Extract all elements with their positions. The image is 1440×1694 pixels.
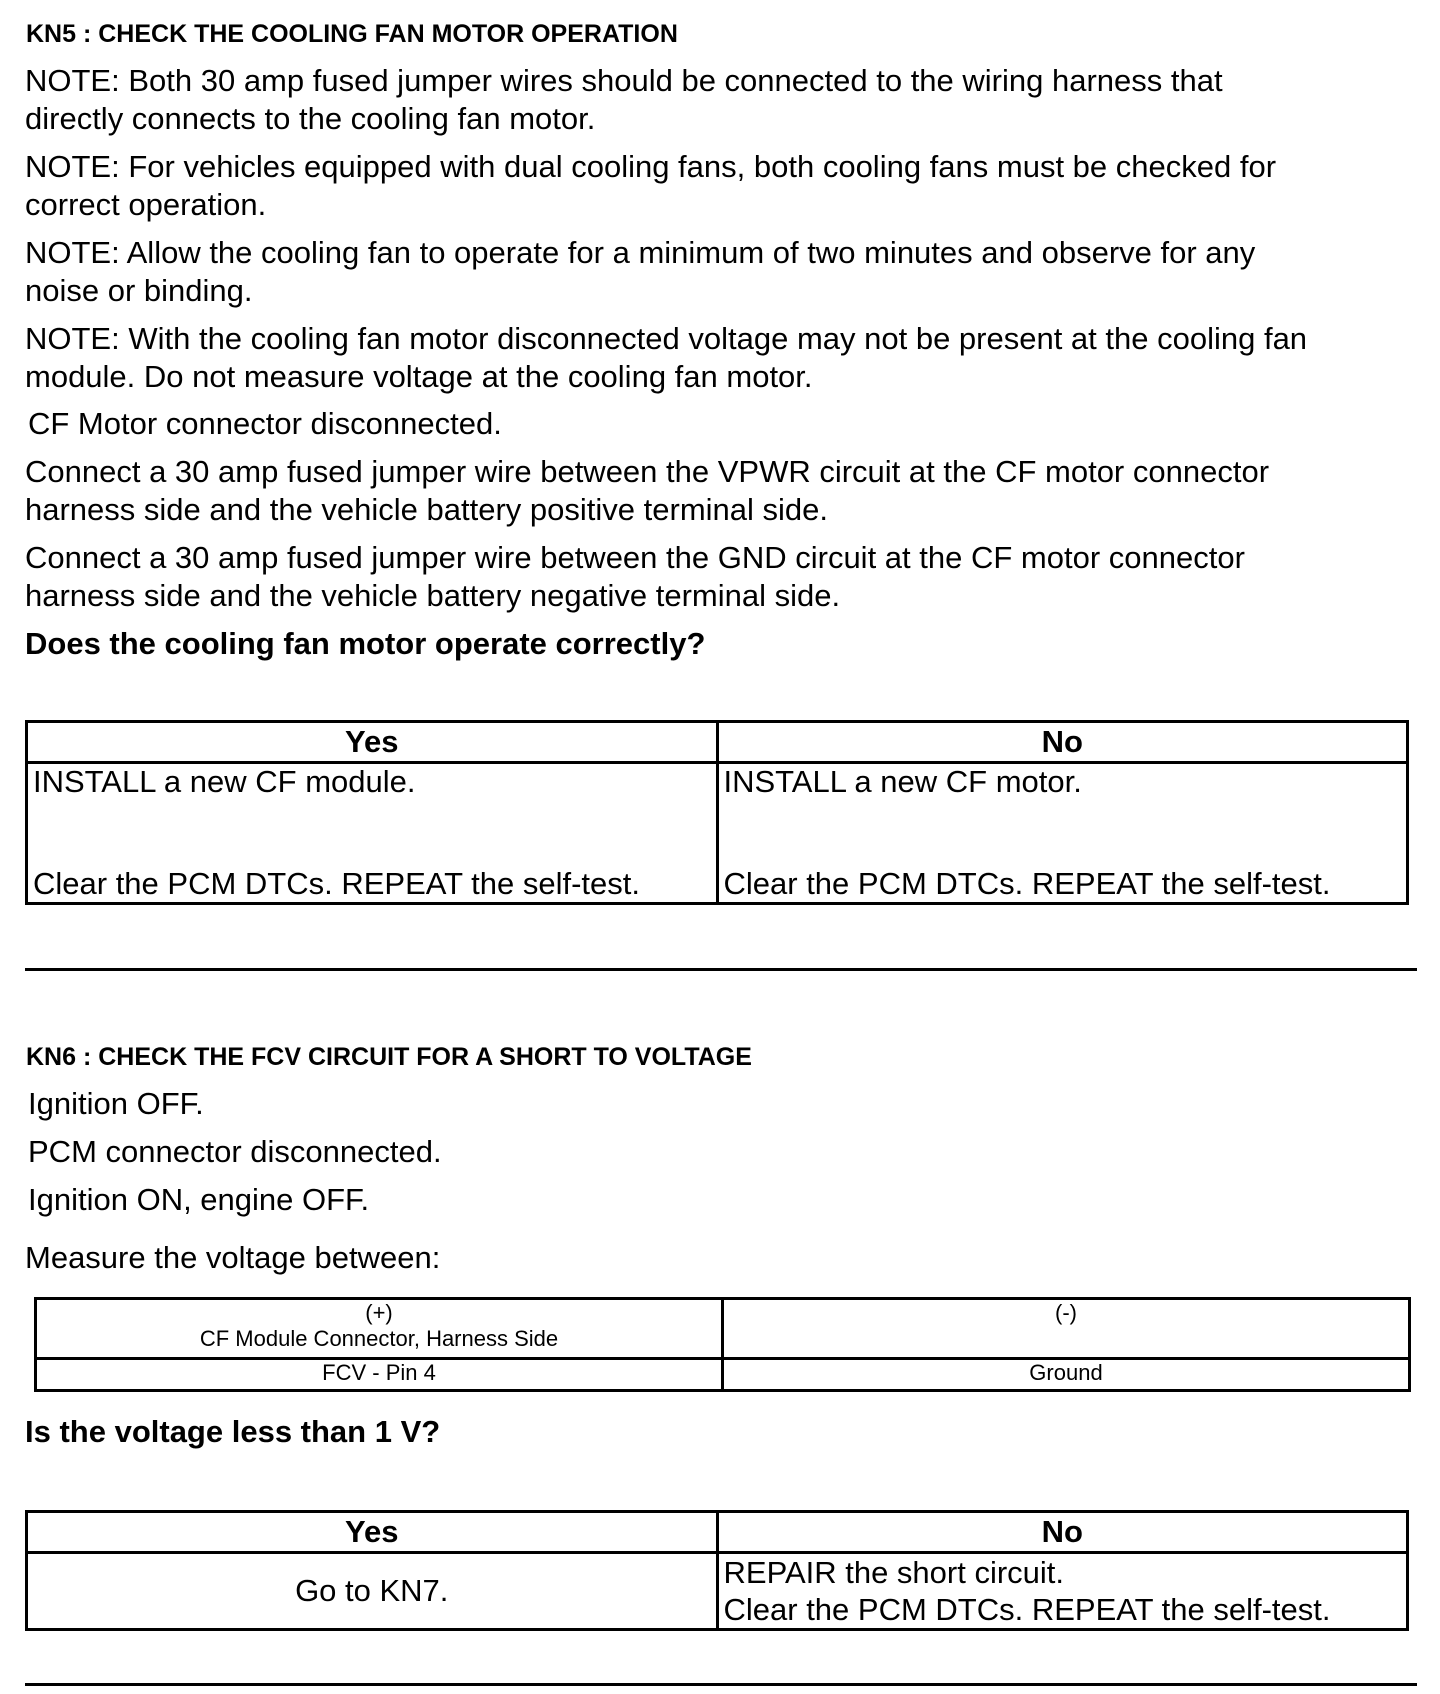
- kn5-step-3: [25, 539, 1425, 615]
- note-line: NOTE: Both 30 amp fused jumper wires should be connected to the wiring harness that: [25, 63, 1223, 98]
- note-line: directly connects to the cooling fan motor.: [25, 101, 596, 136]
- kn6-step-1: [28, 1085, 1428, 1123]
- plus-probe-cell: [36, 1299, 723, 1359]
- no-cell: [717, 763, 1408, 904]
- yes-header: Yes: [27, 1512, 718, 1553]
- no-followup: Clear the PCM DTCs. REPEAT the self-test.: [723, 866, 1331, 901]
- kn6-decision-table: [25, 1510, 1409, 1631]
- kn5-note-4: [25, 320, 1425, 396]
- no-action: REPAIR the short circuit.: [723, 1555, 1065, 1590]
- note-line: correct operation.: [25, 187, 267, 222]
- step-line: CF Motor connector disconnected.: [28, 406, 502, 441]
- measure-intro-line: Measure the voltage between:: [25, 1240, 441, 1275]
- step-line: Connect a 30 amp fused jumper wire between the VPWR circuit at the CF motor connector: [25, 454, 1270, 489]
- minus-probe-value: Ground: [723, 1359, 1410, 1391]
- kn5-heading: KN5 : CHECK THE COOLING FAN MOTOR OPERATION: [26, 20, 678, 48]
- step-line: harness side and the vehicle battery positive terminal side.: [25, 492, 828, 527]
- plus-probe-header: (+): [365, 1300, 393, 1325]
- step-line: Ignition ON, engine OFF.: [28, 1182, 370, 1217]
- no-action: INSTALL a new CF motor.: [723, 764, 1082, 799]
- step-line: harness side and the vehicle battery negative terminal side.: [25, 578, 841, 613]
- note-line: NOTE: Allow the cooling fan to operate for a minimum of two minutes and observe for any: [25, 235, 1256, 270]
- kn5-note-3: [25, 234, 1425, 310]
- kn6-measure-table: [34, 1297, 1411, 1392]
- kn5-note-1: [25, 62, 1425, 138]
- no-followup: Clear the PCM DTCs. REPEAT the self-test.: [723, 1592, 1331, 1627]
- kn6-heading: KN6 : CHECK THE FCV CIRCUIT FOR A SHORT TO VOLTAGE: [26, 1043, 752, 1071]
- kn6-step-3: [28, 1181, 1428, 1219]
- no-cell: [717, 1553, 1408, 1630]
- yes-action: INSTALL a new CF module.: [33, 764, 416, 799]
- kn6-question: Is the voltage less than 1 V?: [25, 1414, 441, 1449]
- kn5-step-1: [28, 405, 1428, 443]
- kn5-decision-table: [25, 720, 1409, 905]
- kn6-step-2: [28, 1133, 1428, 1171]
- note-line: module. Do not measure voltage at the cooling fan motor.: [25, 359, 813, 394]
- minus-probe-header: (-): [1055, 1300, 1077, 1325]
- yes-followup: Clear the PCM DTCs. REPEAT the self-test.: [33, 866, 640, 901]
- yes-action: Go to KN7.: [295, 1573, 449, 1608]
- note-line: NOTE: With the cooling fan motor disconnected voltage may not be present at the cooling fan: [25, 321, 1308, 356]
- section-divider: [25, 968, 1417, 971]
- plus-probe-location: CF Module Connector, Harness Side: [199, 1326, 559, 1351]
- kn5-question: Does the cooling fan motor operate correctly?: [25, 626, 706, 661]
- section-divider: [25, 1683, 1417, 1686]
- step-line: Ignition OFF.: [28, 1086, 204, 1121]
- step-line: PCM connector disconnected.: [28, 1134, 442, 1169]
- kn5-step-2: [25, 453, 1425, 529]
- note-line: NOTE: For vehicles equipped with dual cooling fans, both cooling fans must be checked for: [25, 149, 1277, 184]
- kn5-note-2: [25, 148, 1425, 224]
- plus-probe-value: FCV - Pin 4: [36, 1359, 723, 1391]
- yes-header: Yes: [27, 722, 718, 763]
- no-header: No: [717, 722, 1408, 763]
- note-line: noise or binding.: [25, 273, 253, 308]
- kn6-measure-intro: [25, 1239, 1425, 1277]
- no-header: No: [717, 1512, 1408, 1553]
- yes-cell: [27, 1553, 718, 1630]
- minus-probe-cell: [723, 1299, 1410, 1359]
- yes-cell: [27, 763, 718, 904]
- step-line: Connect a 30 amp fused jumper wire between the GND circuit at the CF motor connector: [25, 540, 1245, 575]
